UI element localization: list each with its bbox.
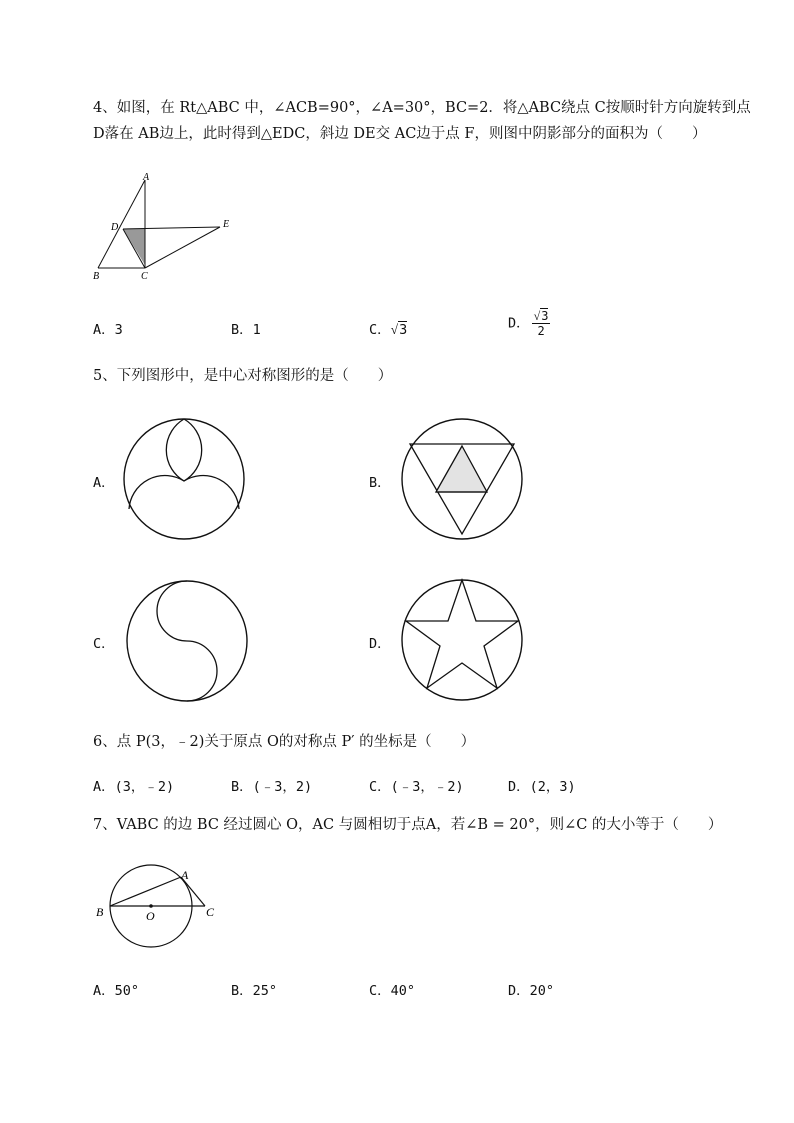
q5-label-c: C． <box>93 636 115 652</box>
q4-label-D: D <box>111 222 119 233</box>
q6-option-a: A．(3，﹣2) <box>93 779 175 795</box>
q7-option-c: C．40° <box>369 983 416 999</box>
q7-label-O: O <box>146 909 155 923</box>
q7-label-A: A <box>181 868 189 882</box>
q4-option-b: B．1 <box>231 322 261 338</box>
q5-label-d: D． <box>369 636 391 652</box>
q4-figure <box>90 170 240 285</box>
q4-option-d-numerator: 3 <box>541 309 549 323</box>
q4-label-E: E <box>223 219 230 230</box>
q4-option-d-fraction: $\frac{√3}{2}$ <box>533 309 549 338</box>
q7-option-d: D．20° <box>508 983 555 999</box>
q4-option-d-prefix: D． <box>508 315 530 332</box>
q6-text: 6、点 P(3，﹣2)关于原点 O的对称点 P′ 的坐标是（ ） <box>93 734 476 750</box>
q5-label-b: B． <box>369 475 391 491</box>
q7-figure <box>93 860 228 950</box>
q5-figure-b <box>400 417 524 541</box>
q4-option-c-value: 3 <box>399 322 408 338</box>
q5-figure-c <box>125 579 249 703</box>
q5-text: 5、下列图形中，是中心对称图形的是（ ） <box>93 368 393 384</box>
q7-text: 7、VABC 的边 BC 经过圆心 O，AC 与圆相切于点A，若∠B = 20°，则∠C 的大小等于（ ） <box>93 817 723 833</box>
q4-label-B: B <box>93 271 100 282</box>
q4-option-d <box>508 309 550 338</box>
q7-option-a: A．50° <box>93 983 140 999</box>
q4-option-c: C．√3 <box>369 322 408 338</box>
q6-option-d: D．(2，3) <box>508 779 576 795</box>
q7-label-C: C <box>206 905 215 919</box>
q4-label-A: A <box>143 172 150 183</box>
q4-option-d-denominator: 2 <box>537 324 545 338</box>
q5-figure-d <box>400 578 524 702</box>
q5-figure-a <box>122 417 246 541</box>
q5-label-a: A． <box>93 475 115 491</box>
q7-label-B: B <box>96 905 104 919</box>
q4-option-c-prefix: C． <box>369 322 391 338</box>
q4-text-line2: D落在 AB边上，此时得到△EDC，斜边 DE交 AC边于点 F，则图中阴影部分的面积为（ ） <box>93 126 707 142</box>
q4-text-line1: 4、如图，在 Rt△ABC 中，∠ACB=90°，∠A=30°，BC=2．将△ABC绕点 C按顺时针方向旋转到点 <box>93 100 751 116</box>
q6-option-b: B．(﹣3，2) <box>231 779 313 795</box>
q4-option-a: A．3 <box>93 322 123 338</box>
q6-option-c: C．(﹣3，﹣2) <box>369 779 464 795</box>
q4-label-C: C <box>141 271 148 282</box>
q7-option-b: B．25° <box>231 983 278 999</box>
